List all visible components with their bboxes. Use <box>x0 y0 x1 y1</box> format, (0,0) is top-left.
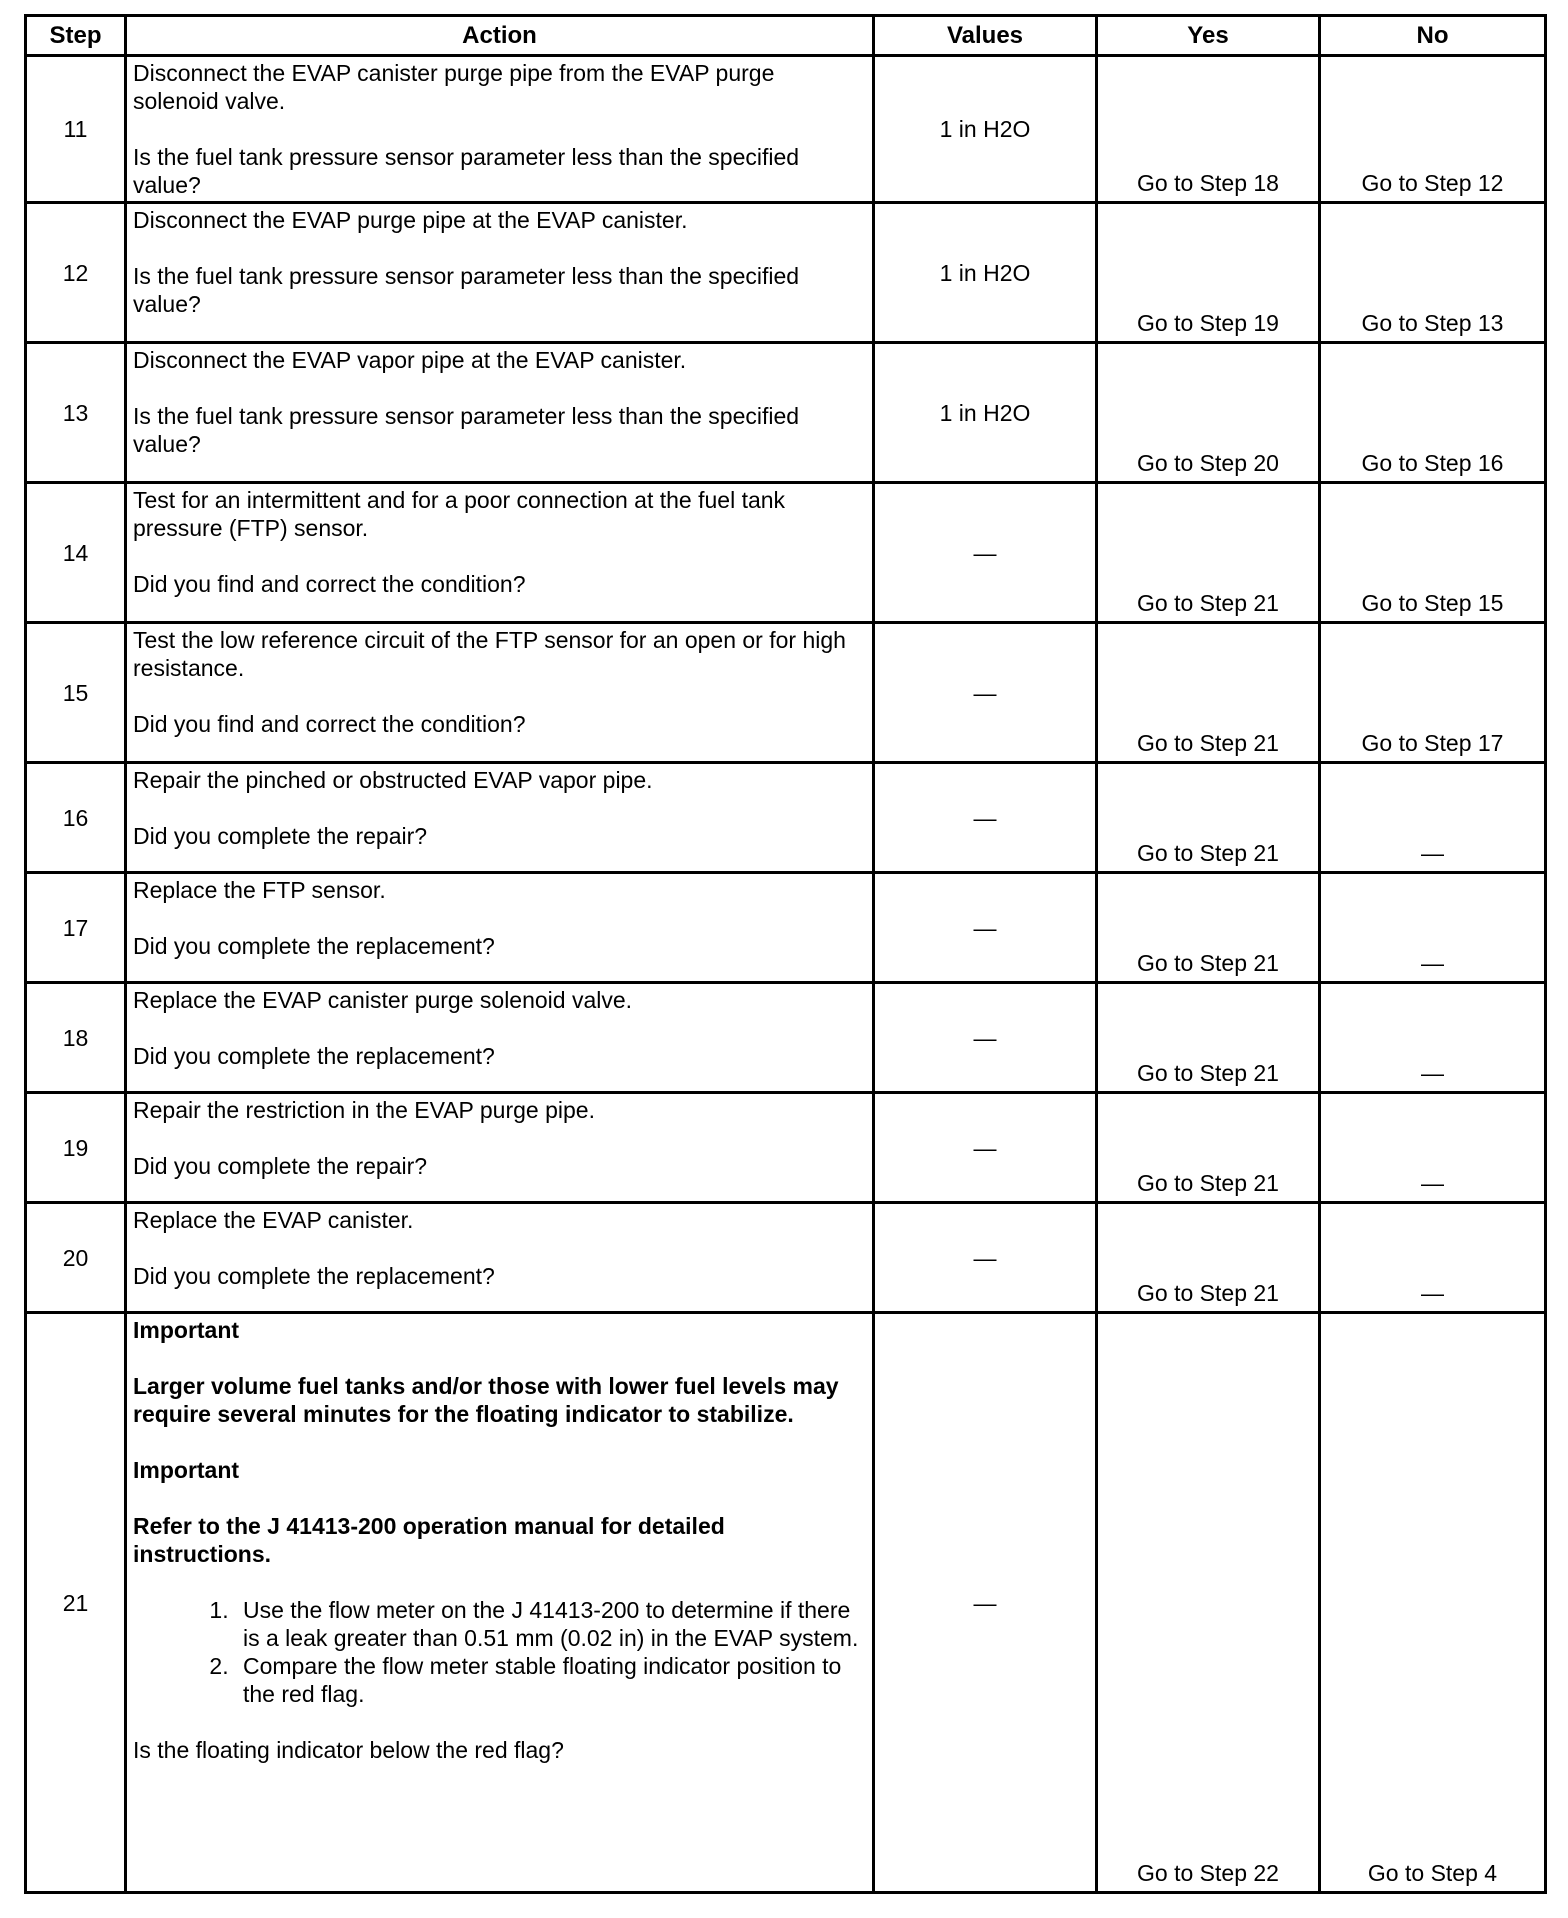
action-question: Did you complete the repair? <box>133 823 428 849</box>
action-instruction: Repair the restriction in the EVAP purge pipe. <box>133 1097 595 1123</box>
yes-link[interactable]: Go to Step 21 <box>1097 483 1320 623</box>
value-cell: — <box>874 1093 1097 1203</box>
table-row <box>26 873 1546 983</box>
action-cell <box>126 203 874 343</box>
value-cell: — <box>874 483 1097 623</box>
value-cell: — <box>874 1203 1097 1313</box>
header-row <box>26 16 1546 56</box>
value-cell: — <box>874 1313 1097 1893</box>
action-instruction: Disconnect the EVAP vapor pipe at the EVAP canister. <box>133 347 687 373</box>
action-question: Did you find and correct the condition? <box>133 571 526 597</box>
yes-link[interactable]: Go to Step 21 <box>1097 1203 1320 1313</box>
step-number: 17 <box>26 873 126 983</box>
action-instruction: Replace the EVAP canister. <box>133 1207 414 1233</box>
action-cell <box>126 873 874 983</box>
yes-link[interactable]: Go to Step 18 <box>1097 56 1320 203</box>
action-instruction: Test the low reference circuit of the FTP sensor for an open or for high resistance. <box>133 627 846 681</box>
action-cell <box>126 1093 874 1203</box>
table-row <box>26 1203 1546 1313</box>
no-link: — <box>1320 763 1546 873</box>
header-action: Action <box>126 16 874 56</box>
table-row <box>26 763 1546 873</box>
step-number: 14 <box>26 483 126 623</box>
step-number: 21 <box>26 1313 126 1893</box>
header-no: No <box>1320 16 1546 56</box>
no-link[interactable]: Go to Step 4 <box>1320 1313 1546 1893</box>
value-cell: 1 in H2O <box>874 343 1097 483</box>
procedure-step: 2. Compare the flow meter stable floating indicator position to the red flag. <box>235 1652 864 1708</box>
yes-link[interactable]: Go to Step 21 <box>1097 623 1320 763</box>
yes-link[interactable]: Go to Step 19 <box>1097 203 1320 343</box>
step-number: 20 <box>26 1203 126 1313</box>
action-question: Is the fuel tank pressure sensor parameter less than the specified value? <box>133 403 800 457</box>
action-instruction: Disconnect the EVAP purge pipe at the EVAP canister. <box>133 207 688 233</box>
action-question: Is the fuel tank pressure sensor parameter less than the specified value? <box>133 263 800 317</box>
procedure-list <box>133 1596 864 1708</box>
important-note: Larger volume fuel tanks and/or those with lower fuel levels may require several minutes for the floating indicator to stabilize. <box>133 1373 839 1427</box>
header-yes: Yes <box>1097 16 1320 56</box>
action-cell <box>126 1313 874 1893</box>
action-question: Did you complete the replacement? <box>133 1043 495 1069</box>
action-cell <box>126 623 874 763</box>
table-row <box>26 1093 1546 1203</box>
value-cell: — <box>874 623 1097 763</box>
table-row <box>26 1313 1546 1893</box>
step-number: 16 <box>26 763 126 873</box>
no-link: — <box>1320 983 1546 1093</box>
important-label: Important <box>133 1457 240 1483</box>
important-note: Refer to the J 41413-200 operation manual for detailed instructions. <box>133 1513 725 1567</box>
table-row <box>26 203 1546 343</box>
step-number: 12 <box>26 203 126 343</box>
value-cell: 1 in H2O <box>874 203 1097 343</box>
yes-link[interactable]: Go to Step 21 <box>1097 763 1320 873</box>
table-row <box>26 623 1546 763</box>
action-instruction: Repair the pinched or obstructed EVAP vapor pipe. <box>133 767 653 793</box>
action-instruction: Replace the EVAP canister purge solenoid valve. <box>133 987 633 1013</box>
step-number: 15 <box>26 623 126 763</box>
action-cell <box>126 983 874 1093</box>
table-row <box>26 983 1546 1093</box>
action-question: Did you complete the replacement? <box>133 933 495 959</box>
action-cell <box>126 763 874 873</box>
action-question: Is the fuel tank pressure sensor parameter less than the specified value? <box>133 144 800 198</box>
yes-link[interactable]: Go to Step 21 <box>1097 983 1320 1093</box>
action-question: Is the floating indicator below the red flag? <box>133 1737 564 1763</box>
action-cell <box>126 483 874 623</box>
no-link[interactable]: Go to Step 13 <box>1320 203 1546 343</box>
no-link: — <box>1320 873 1546 983</box>
action-instruction: Replace the FTP sensor. <box>133 877 386 903</box>
no-link[interactable]: Go to Step 16 <box>1320 343 1546 483</box>
diagnostic-table <box>24 14 1547 1894</box>
action-question: Did you complete the replacement? <box>133 1263 495 1289</box>
yes-link[interactable]: Go to Step 21 <box>1097 873 1320 983</box>
step-number: 11 <box>26 56 126 203</box>
no-link: — <box>1320 1093 1546 1203</box>
header-values: Values <box>874 16 1097 56</box>
table-row <box>26 343 1546 483</box>
value-cell: — <box>874 763 1097 873</box>
value-cell: 1 in H2O <box>874 56 1097 203</box>
table-row <box>26 483 1546 623</box>
step-number: 13 <box>26 343 126 483</box>
value-cell: — <box>874 873 1097 983</box>
yes-link[interactable]: Go to Step 21 <box>1097 1093 1320 1203</box>
no-link: — <box>1320 1203 1546 1313</box>
action-instruction: Disconnect the EVAP canister purge pipe from the EVAP purge solenoid valve. <box>133 60 775 114</box>
yes-link[interactable]: Go to Step 20 <box>1097 343 1320 483</box>
important-label: Important <box>133 1317 240 1343</box>
step-number: 18 <box>26 983 126 1093</box>
procedure-step: 1. Use the flow meter on the J 41413-200 to determine if there is a leak greater than 0.51 mm (0.02 in) in the EVAP system. <box>235 1596 864 1652</box>
yes-link[interactable]: Go to Step 22 <box>1097 1313 1320 1893</box>
action-cell <box>126 343 874 483</box>
no-link[interactable]: Go to Step 12 <box>1320 56 1546 203</box>
action-cell <box>126 1203 874 1313</box>
action-instruction: Test for an intermittent and for a poor connection at the fuel tank pressure (FTP) sensor. <box>133 487 786 541</box>
value-cell: — <box>874 983 1097 1093</box>
header-step: Step <box>26 16 126 56</box>
no-link[interactable]: Go to Step 15 <box>1320 483 1546 623</box>
action-cell <box>126 56 874 203</box>
no-link[interactable]: Go to Step 17 <box>1320 623 1546 763</box>
action-question: Did you complete the repair? <box>133 1153 428 1179</box>
action-question: Did you find and correct the condition? <box>133 711 526 737</box>
step-number: 19 <box>26 1093 126 1203</box>
table-row <box>26 56 1546 203</box>
